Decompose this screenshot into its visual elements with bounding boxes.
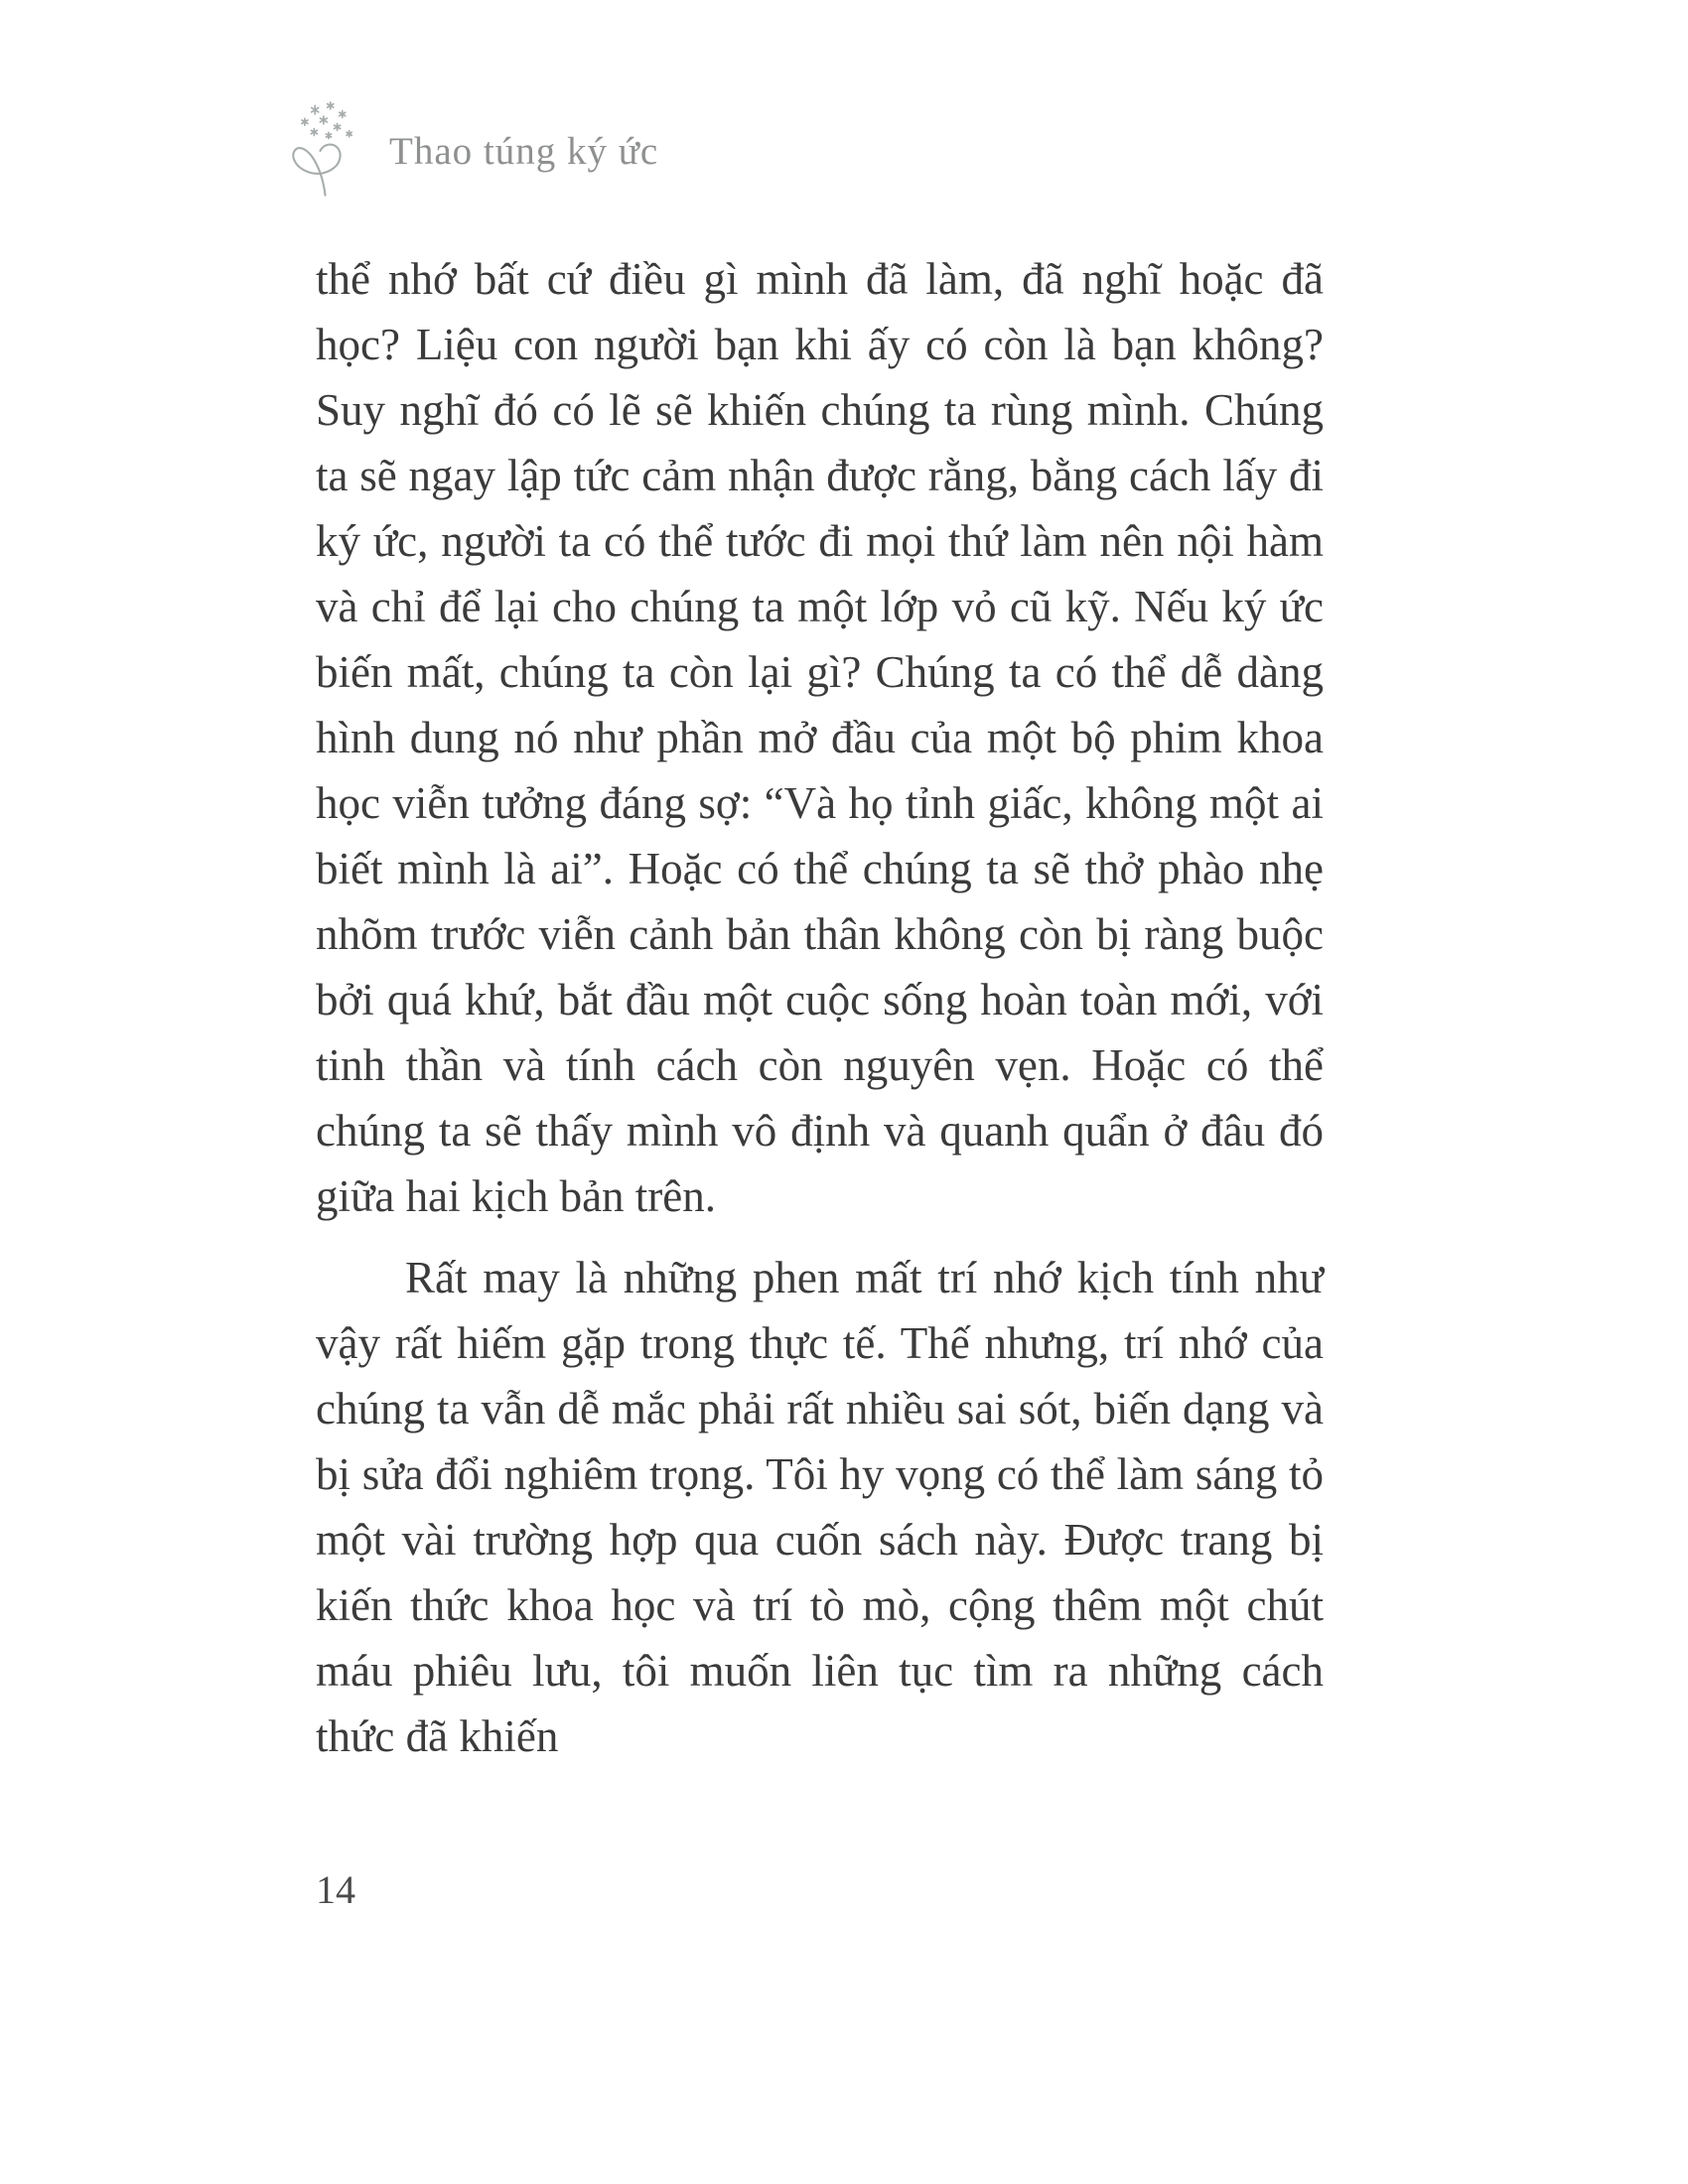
page-header: [286, 99, 658, 203]
paragraph-2: Rất may là những phen mất trí nhớ kịch tính như vậy rất hiếm gặp trong thực tế. Thế nhưng, trí nhớ của chúng ta vẫn dễ mắc phải rất nhiều sai sót, biến dạng và bị sửa đổi nghiêm trọng. Tôi hy vọng có thể làm sáng tỏ một vài trường hợp qua cuốn sách này. Được trang bị kiến thức khoa học và trí tò mò, cộng thêm một chút máu phiêu lưu, tôi muốn liên tục tìm ra những cách thức đã khiến: [316, 1253, 1324, 1761]
dandelion-icon: [286, 99, 371, 203]
paragraph-1: thể nhớ bất cứ điều gì mình đã làm, đã nghĩ hoặc đã học? Liệu con người bạn khi ấy có còn là bạn không? Suy nghĩ đó có lẽ sẽ khiến chúng ta rùng mình. Chúng ta sẽ ngay lập tức cảm nhận được rằng, bằng cách lấy đi ký ức, người ta có thể tước đi mọi thứ làm nên nội hàm và chỉ để lại cho chúng ta một lớp vỏ cũ kỹ. Nếu ký ức biến mất, chúng ta còn lại gì? Chúng ta có thể dễ dàng hình dung nó như phần mở đầu của một bộ phim khoa học viễn tưởng đáng sợ: “Và họ tỉnh giấc, không một ai biết mình là ai”. Hoặc có thể chúng ta sẽ thở phào nhẹ nhõm trước viễn cảnh bản thân không còn bị ràng buộc bởi quá khứ, bắt đầu một cuộc sống hoàn toàn mới, với tinh thần và tính cách còn nguyên vẹn. Hoặc có thể chúng ta sẽ thấy mình vô định và quanh quẩn ở đâu đó giữa hai kịch bản trên.: [316, 254, 1324, 1221]
book-title: Thao túng ký ức: [389, 129, 659, 173]
page-number: 14: [316, 1867, 355, 1912]
page-footer: [316, 1866, 355, 1913]
page-body: [316, 246, 1324, 1769]
